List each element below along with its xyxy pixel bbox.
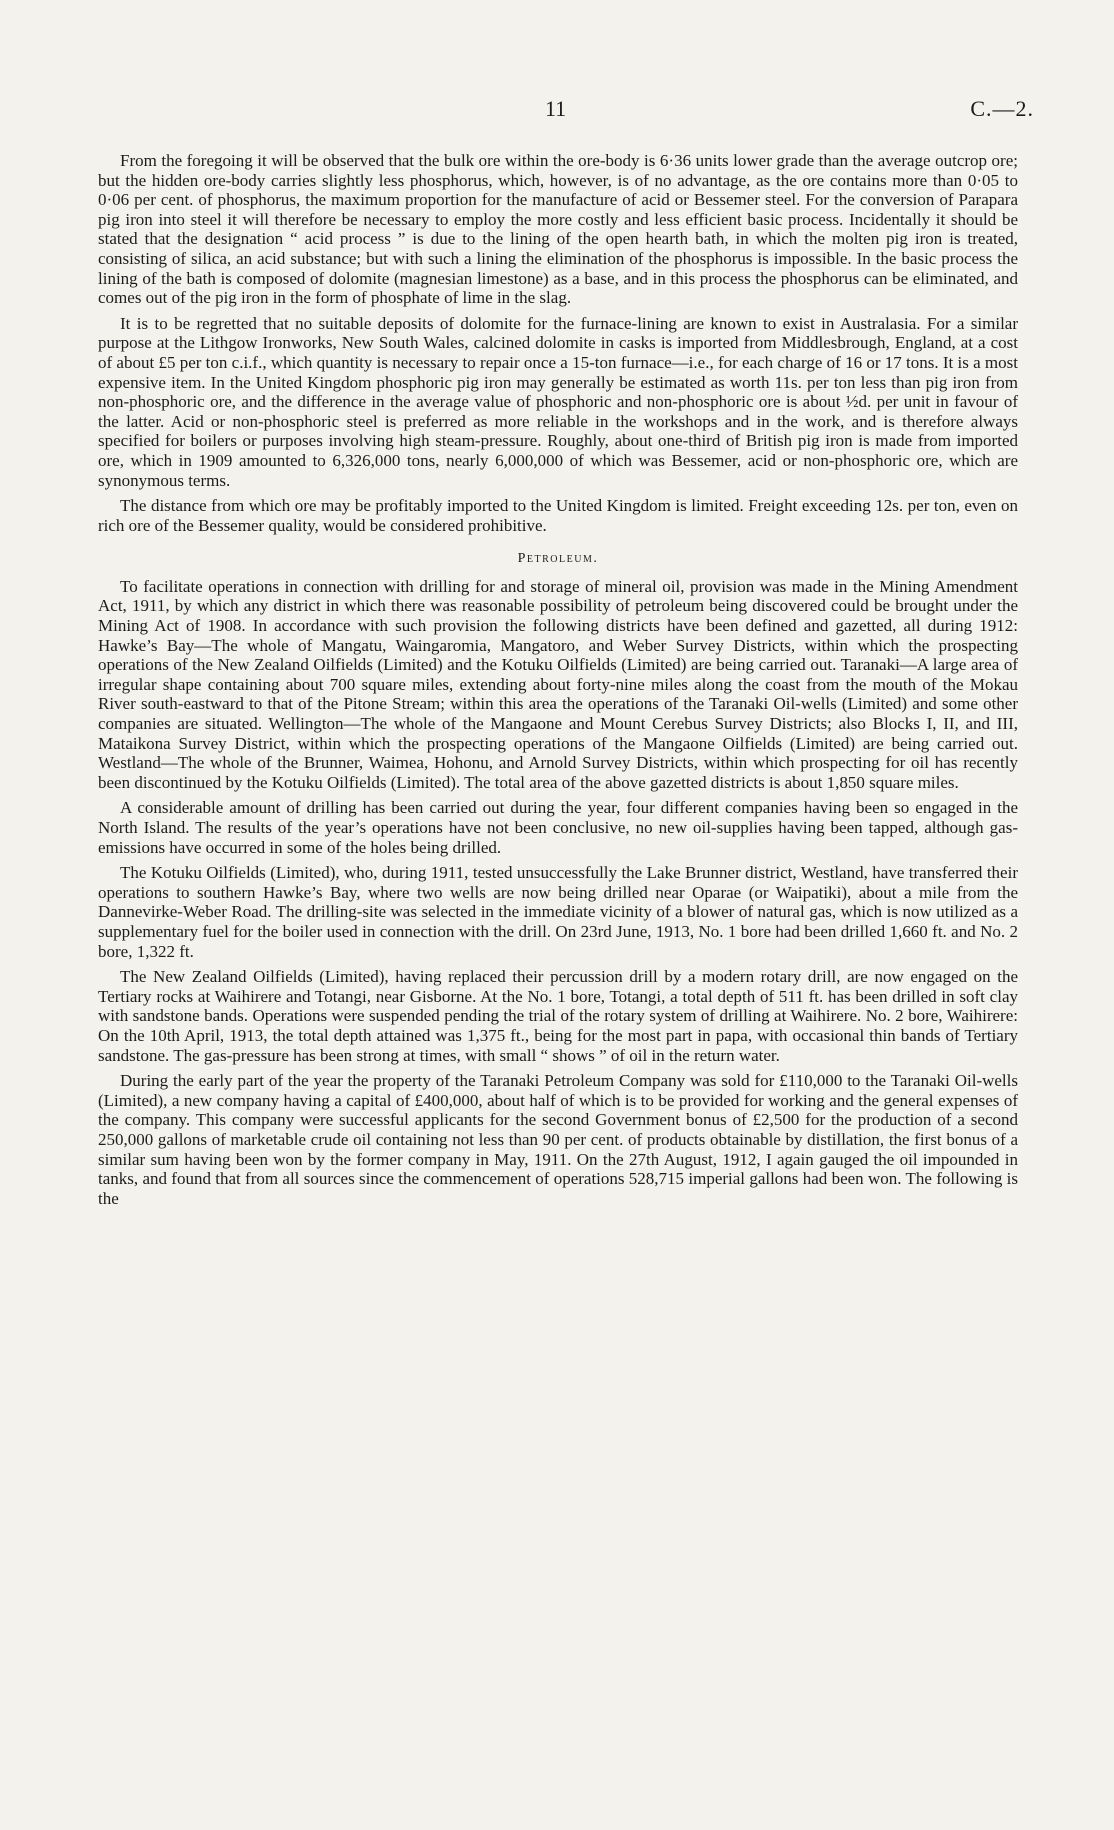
paragraph: From the foregoing it will be observed that the bulk ore within the ore-body is 6·36 units lower grade than the average outcrop ore; but the hidden ore-body carries slightly less phosphorus, which, however, is of no advantage, as the ore contains more than 0·05 to 0·06 per cent. of phosphorus, the maximum proportion for the manufacture of acid or Bessemer steel. For the conversion of Parapara pig iron into steel it will therefore be necessary to employ the more costly and less efficient basic process. Incidentally it should be stated that the designation “ acid process ” is due to the lining of the open hearth bath, in which the molten pig iron is treated, consisting of silica, an acid substance; but with such a lining the elimination of the phosphorus is impossible. In the basic process the lining of the bath is composed of dolomite (magnesian limestone) as a base, and in this process the phosphorus can be eliminated, and comes out of the pig iron in the form of phosphate of lime in the slag. <box>98 151 1018 308</box>
page-header <box>0 96 1114 126</box>
paragraph: The Kotuku Oilfields (Limited), who, during 1911, tested unsuccessfully the Lake Brunner district, Westland, have transferred their operations to southern Hawke’s Bay, where two wells are now being drilled near Oparae (or Waipatiki), about a mile from the Dannevirke-Weber Road. The drilling-site was selected in the immediate vicinity of a blower of natural gas, which is now utilized as a supplementary fuel for the boiler used in connection with the drill. On 23rd June, 1913, No. 1 bore had been drilled 1,660 ft. and No. 2 bore, 1,322 ft. <box>98 863 1018 961</box>
paragraph: The distance from which ore may be profitably imported to the United Kingdom is limited. Freight exceeding 12s. per ton, even on rich ore of the Bessemer quality, would be considered prohibitive. <box>98 496 1018 535</box>
page-number: 11 <box>545 96 567 121</box>
paragraph: A considerable amount of drilling has been carried out during the year, four different companies having been so engaged in the North Island. The results of the year’s operations have not been conclusive, no new oil-supplies having been tapped, although gas-emissions have occurred in some of the holes being drilled. <box>98 798 1018 857</box>
paragraph: It is to be regretted that no suitable deposits of dolomite for the furnace-lining are known to exist in Australasia. For a similar purpose at the Lithgow Ironworks, New South Wales, calcined dolomite in casks is imported from Middlesbrough, England, at a cost of about £5 per ton c.i.f., which quantity is necessary to repair once a 15-ton furnace—i.e., for each charge of 16 or 17 tons. It is a most expensive item. In the United Kingdom phosphoric pig iron may generally be estimated as worth 11s. per ton less than pig iron from non-phosphoric ore, and the difference in the average value of phosphoric and non-phosphoric ore is about ½d. per unit in favour of the latter. Acid or non-phosphoric steel is preferred as more reliable in the workshops and in the work, and is therefore always specified for boilers or purposes involving high steam-pressure. Roughly, about one-third of British pig iron is made from imported ore, which in 1909 amounted to 6,326,000 tons, nearly 6,000,000 of which was Bessemer, acid or non-phosphoric ore, which are synonymous terms. <box>98 313 1018 490</box>
document-reference: C.—2. <box>970 96 1034 121</box>
paragraph: To facilitate operations in connection with drilling for and storage of mineral oil, provision was made in the Mining Amendment Act, 1911, by which any district in which there was reasonable possibility of petroleum being discovered could be brought under the Mining Act of 1908. In accordance with such provision the following districts have been defined and gazetted, all during 1912: Hawke’s Bay—The whole of Mangatu, Waingaromia, Mangatoro, and Weber Survey Districts, within which the prospecting operations of the New Zealand Oilfields (Limited) and the Kotuku Oilfields (Limited) are being carried out. Taranaki—A large area of irregular shape containing about 700 square miles, extending about forty-nine miles along the coast from the mouth of the Mokau River south-eastward to that of the Pitone Stream; within this area the operations of the Taranaki Oil-wells (Limited) and some other companies are situated. Wellington—The whole of the Mangaone and Mount Cerebus Survey Districts; also Blocks I, II, and III, Mataikona Survey District, within which the prospecting operations of the Mangaone Oilfields (Limited) are being carried out. Westland—The whole of the Brunner, Waimea, Hohonu, and Arnold Survey Districts, within which prospecting for oil has recently been discontinued by the Kotuku Oilfields (Limited). The total area of the above gazetted districts is about 1,850 square miles. <box>98 576 1018 792</box>
body-text <box>98 151 1018 1214</box>
paragraph: During the early part of the year the property of the Taranaki Petroleum Company was sold for £110,000 to the Taranaki Oil-wells (Limited), a new company having a capital of £400,000, about half of which is to be provided for working and the general expenses of the company. This company were successful applicants for the second Government bonus of £2,500 for the production of a second 250,000 gallons of marketable crude oil containing not less than 90 per cent. of products obtainable by distillation, the first bonus of a similar sum having been won by the former company in May, 1911. On the 27th August, 1912, I again gauged the oil impounded in tanks, and found that from all sources since the commencement of operations 528,715 imperial gallons had been won. The following is the <box>98 1071 1018 1208</box>
section-heading: Petroleum. <box>517 551 599 567</box>
paragraph: The New Zealand Oilfields (Limited), having replaced their percussion drill by a modern rotary drill, are now engaged on the Tertiary rocks at Waihirere and Totangi, near Gisborne. At the No. 1 bore, Totangi, a total depth of 511 ft. has been drilled in soft clay with sandstone bands. Operations were suspended pending the trial of the rotary system of drilling at Waihirere. No. 2 bore, Waihirere: On the 10th April, 1913, the total depth attained was 1,375 ft., being for the most part in papa, with occasional thin bands of Tertiary sandstone. The gas-pressure has been strong at times, with small “ shows ” of oil in the return water. <box>98 967 1018 1065</box>
